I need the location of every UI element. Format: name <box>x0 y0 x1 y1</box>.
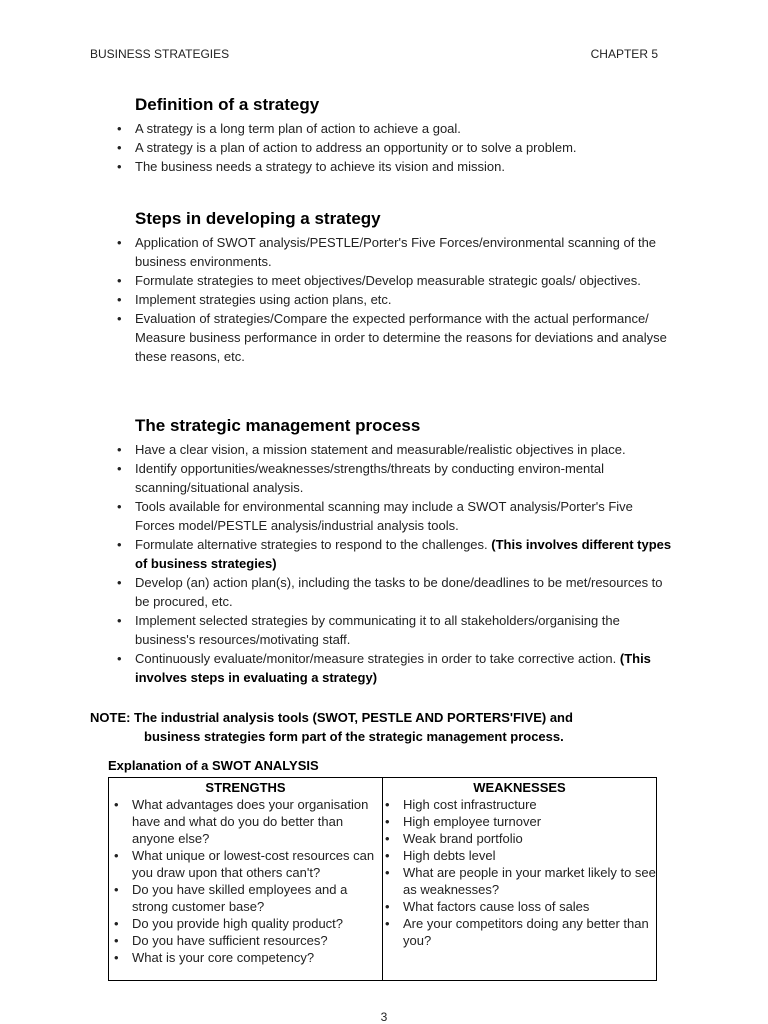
note-block <box>90 708 690 746</box>
list-item: • Implement strategies using action plans, etc. <box>114 290 674 309</box>
note-line-1: NOTE: The industrial analysis tools (SWOT, PESTLE AND PORTERS'FIVE) and <box>90 710 573 725</box>
strengths-column <box>109 778 383 980</box>
list-item <box>114 497 674 535</box>
item-text: Identify opportunities/weaknesses/strengths/threats by conducting environ-mental scanning/situational analysis. <box>135 461 604 495</box>
item-text: Have a clear vision, a mission statement and measurable/realistic objectives in place. <box>135 442 626 457</box>
list-item: • High cost infrastructure <box>383 796 656 813</box>
page-number: 3 <box>380 1010 388 1024</box>
process-section <box>114 415 674 687</box>
list-item: • Are your competitors doing any better than you? <box>383 915 656 949</box>
list-item: • Do you have sufficient resources? <box>111 932 382 949</box>
steps-list <box>114 233 674 366</box>
list-item: • Do you provide high quality product? <box>111 915 382 932</box>
list-item: • Application of SWOT analysis/PESTLE/Porter's Five Forces/environmental scanning of the business environments. <box>114 233 674 271</box>
item-text: Tools available for environmental scanning may include a SWOT analysis/Porter's Five Forces model/PESTLE analysis/industrial analysis tools. <box>135 499 633 533</box>
list-item: • A strategy is a long term plan of action to achieve a goal. <box>114 119 674 138</box>
list-item: • High employee turnover <box>383 813 656 830</box>
list-item: • Do you have skilled employees and a strong customer base? <box>111 881 382 915</box>
list-item: • A strategy is a plan of action to address an opportunity or to solve a problem. <box>114 138 674 157</box>
item-text: Continuously evaluate/monitor/measure strategies in order to take corrective action. <box>135 651 620 666</box>
definition-heading: Definition of a strategy <box>135 95 320 114</box>
list-item <box>114 573 674 611</box>
list-item: • High debts level <box>383 847 656 864</box>
header-title: BUSINESS STRATEGIES <box>90 47 230 61</box>
item-text: Implement selected strategies by communicating it to all stakeholders/organising the business's resources/motivating staff. <box>135 613 620 647</box>
page-header <box>90 47 658 65</box>
process-list <box>114 440 674 687</box>
swot-table <box>108 777 657 981</box>
strengths-list <box>109 796 382 966</box>
weaknesses-list <box>383 796 656 949</box>
list-item: • What is your core competency? <box>111 949 382 966</box>
list-item: • What advantages does your organisation have and what do you do better than anyone else? <box>111 796 382 847</box>
weaknesses-header: WEAKNESSES <box>473 780 566 795</box>
list-item: • What are people in your market likely to see as weaknesses? <box>383 864 656 898</box>
item-text: Formulate alternative strategies to respond to the challenges. <box>135 537 492 552</box>
note-line-2: business strategies form part of the strategic management process. <box>144 729 564 744</box>
steps-heading: Steps in developing a strategy <box>135 209 381 228</box>
swot-caption: Explanation of a SWOT ANALYSIS <box>108 758 319 773</box>
list-item: • Formulate strategies to meet objectives/Develop measurable strategic goals/ objectives. <box>114 271 674 290</box>
item-text: Develop (an) action plan(s), including the tasks to be done/deadlines to be met/resources to be procured, etc. <box>135 575 663 609</box>
steps-section <box>114 208 674 366</box>
weaknesses-column <box>383 778 656 980</box>
list-item <box>114 440 674 459</box>
list-item: • What unique or lowest-cost resources can you draw upon that others can't? <box>111 847 382 881</box>
strengths-header: STRENGTHS <box>205 780 286 795</box>
list-item: • What factors cause loss of sales <box>383 898 656 915</box>
list-item <box>114 649 674 687</box>
definition-list <box>114 119 674 176</box>
list-item: • Weak brand portfolio <box>383 830 656 847</box>
definition-section <box>114 94 674 176</box>
item-emphasis: (This involves different types of business strategies) <box>135 537 672 571</box>
list-item <box>114 459 674 497</box>
list-item <box>114 535 674 573</box>
header-chapter: CHAPTER 5 <box>590 47 658 61</box>
list-item: • The business needs a strategy to achieve its vision and mission. <box>114 157 674 176</box>
process-heading: The strategic management process <box>135 416 421 435</box>
item-emphasis: (This involves steps in evaluating a strategy) <box>135 651 651 685</box>
list-item <box>114 611 674 649</box>
list-item: • Evaluation of strategies/Compare the expected performance with the actual performance/ Measure business performance in order to determine the reasons for deviations and analyse these reasons, etc. <box>114 309 674 366</box>
